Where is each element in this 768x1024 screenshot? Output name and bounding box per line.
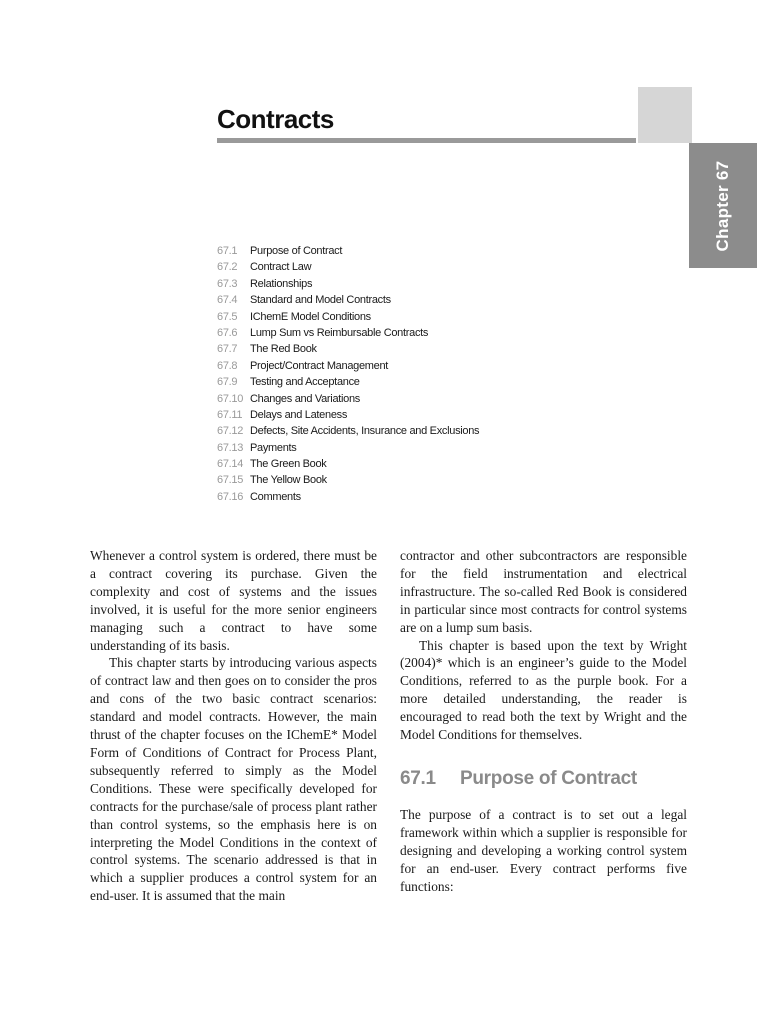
toc-number: 67.12 (217, 425, 244, 438)
toc-number: 67.3 (217, 277, 238, 290)
page-title: Contracts (217, 104, 334, 134)
chapter-tab (689, 143, 757, 268)
table-of-contents (217, 243, 479, 505)
toc-item (217, 358, 479, 374)
toc-title: Purpose of Contract (250, 245, 343, 257)
toc-number: 67.1 (217, 245, 238, 257)
toc-item (217, 472, 479, 488)
toc-item (217, 292, 479, 308)
toc-item (217, 276, 479, 292)
intro-paragraph: Whenever a control system is ordered, there must be a contract covering its purchase. Given the complexity and cost of systems and the issues involved, it is useful for the more senior engineers managing such a contract to have some understanding of its basis. (90, 548, 377, 653)
toc-number: 67.13 (217, 441, 244, 454)
toc-item (217, 440, 479, 456)
toc-title: IChemE Model Conditions (250, 310, 371, 323)
section-title: Purpose of Contract (460, 767, 637, 789)
title-rule (217, 138, 636, 143)
purpose-paragraph: The purpose of a contract is to set out a legal framework within which a supplier is responsible for designing and developing a working control system for an end-user. Every contract performs five functions: (400, 806, 687, 894)
toc-item (217, 325, 479, 341)
toc-title: Testing and Acceptance (250, 376, 360, 389)
toc-item (217, 423, 479, 439)
toc-number: 67.7 (217, 343, 238, 356)
toc-item (217, 341, 479, 357)
toc-title: The Red Book (250, 343, 317, 356)
toc-item (217, 456, 479, 472)
toc-number: 67.5 (217, 310, 238, 323)
toc-item (217, 391, 479, 407)
toc-item (217, 489, 479, 505)
toc-title: Delays and Lateness (250, 408, 348, 421)
toc-item (217, 309, 479, 325)
toc-number: 67.4 (217, 294, 238, 307)
toc-item (217, 374, 479, 390)
toc-number: 67.15 (217, 474, 244, 487)
toc-number: 67.10 (217, 392, 244, 405)
toc-number: 67.8 (217, 359, 238, 372)
toc-title: The Yellow Book (250, 474, 327, 487)
left-column (90, 547, 377, 905)
toc-number: 67.11 (217, 408, 243, 421)
toc-item (217, 259, 479, 275)
section-number: 67.1 (400, 767, 436, 789)
right-column (400, 547, 687, 895)
toc-title: Changes and Variations (250, 392, 360, 405)
toc-title: The Green Book (250, 458, 327, 471)
toc-title: Contract Law (250, 261, 312, 274)
section-heading (400, 767, 687, 789)
toc-title: Standard and Model Contracts (250, 294, 391, 307)
toc-item (217, 243, 479, 259)
source-paragraph: This chapter is based upon the text by Wright (2004)* which is an engineer’s guide to the Model Conditions, referred to as the purple book. For a more detailed understanding, the reader is encouraged to read both the text by Wright and the Model Conditions for themselves. (400, 637, 687, 743)
toc-number: 67.9 (217, 376, 238, 389)
toc-number: 67.16 (217, 490, 244, 503)
toc-item (217, 407, 479, 423)
continuation-paragraph: contractor and other subcontractors are responsible for the field instrumentation and electrical infrastructure. The so-called Red Book is considered in particular since most contracts for control systems are on a lump sum basis. (400, 548, 687, 635)
toc-number: 67.14 (217, 458, 244, 471)
toc-number: 67.6 (217, 326, 238, 339)
toc-title: Comments (250, 490, 301, 503)
toc-title: Relationships (250, 277, 313, 290)
toc-number: 67.2 (217, 261, 238, 274)
toc-title: Lump Sum vs Reimbursable Contracts (250, 326, 429, 339)
toc-title: Payments (250, 441, 297, 454)
chapter-tab-label: Chapter 67 (713, 160, 732, 251)
toc-title: Defects, Site Accidents, Insurance and Exclusions (250, 425, 480, 438)
overview-paragraph: This chapter starts by introducing various aspects of contract law and then goes on to consider the pros and cons of the two basic contract scenarios: standard and model contracts. However, the main thrust of the chapter focuses on the IChemE* Model Form of Conditions of Contract for Process Plant, subsequently referred to simply as the Model Conditions. These were specifically developed for contracts for the purchase/sale of process plant rather than control systems, so the emphasis here is on interpreting the Model Conditions in the context of control systems. The scenario addressed is that in which a supplier produces a control system for an end-user. It is assumed that the main (90, 655, 377, 904)
toc-title: Project/Contract Management (250, 359, 389, 372)
corner-decoration (638, 87, 692, 143)
